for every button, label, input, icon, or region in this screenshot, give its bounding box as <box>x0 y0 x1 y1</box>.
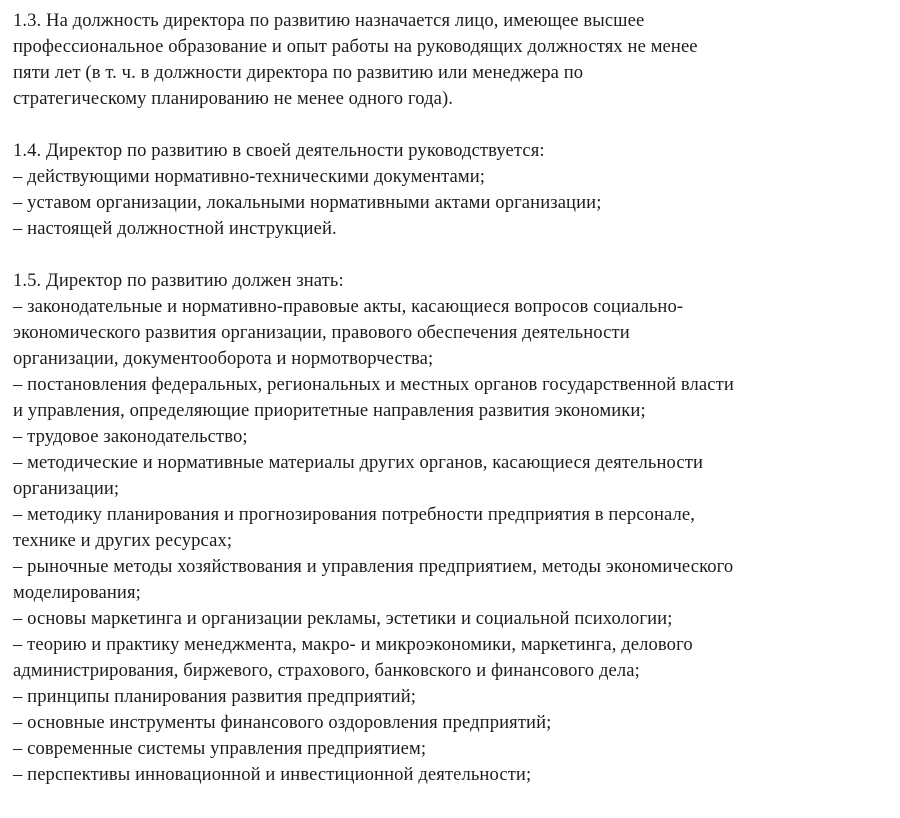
list-item: – основные инструменты финансового оздоровления предприятий; <box>13 712 552 733</box>
list-item-continuation: организации; <box>13 478 120 499</box>
document-page <box>13 8 893 788</box>
list-item: – настоящей должностной инструкцией. <box>13 218 337 239</box>
list-item-continuation: моделирования; <box>13 582 141 603</box>
list-item: – принципы планирования развития предприятий; <box>13 686 417 707</box>
list-item: – рыночные методы хозяйствования и управления предприятием, методы экономического <box>13 556 734 577</box>
list-item-continuation: технике и других ресурсах; <box>13 530 233 551</box>
list-item: – методику планирования и прогнозирования потребности предприятия в персонале, <box>13 504 696 525</box>
text-line: пяти лет (в т. ч. в должности директора по развитию или менеджера по <box>13 62 584 83</box>
section-1-3 <box>13 8 893 112</box>
list-item: – современные системы управления предприятием; <box>13 738 427 759</box>
list-item-continuation: экономического развития организации, правового обеспечения деятельности <box>13 322 630 343</box>
text-line: 1.3. На должность директора по развитию назначается лицо, имеющее высшее <box>13 10 645 31</box>
list-item-continuation: организации, документооборота и нормотворчества; <box>13 348 434 369</box>
section-heading: 1.5. Директор по развитию должен знать: <box>13 270 344 291</box>
section-1-4 <box>13 138 893 242</box>
text-line: профессиональное образование и опыт работы на руководящих должностях не менее <box>13 36 698 57</box>
list-item: – теорию и практику менеджмента, макро- и микроэкономики, маркетинга, делового <box>13 634 693 655</box>
list-item: – постановления федеральных, региональных и местных органов государственной власти <box>13 374 734 395</box>
list-item-continuation: и управления, определяющие приоритетные направления развития экономики; <box>13 400 646 421</box>
list-item: – трудовое законодательство; <box>13 426 248 447</box>
list-item: – действующими нормативно-техническими документами; <box>13 166 486 187</box>
list-item: – методические и нормативные материалы других органов, касающиеся деятельности <box>13 452 704 473</box>
list-item: – законодательные и нормативно-правовые акты, касающиеся вопросов социально- <box>13 296 684 317</box>
text-line: стратегическому планированию не менее одного года). <box>13 88 454 109</box>
list-item: – перспективы инновационной и инвестиционной деятельности; <box>13 764 532 785</box>
list-item: – основы маркетинга и организации рекламы, эстетики и социальной психологии; <box>13 608 673 629</box>
section-1-5 <box>13 268 893 788</box>
list-item-continuation: администрирования, биржевого, страхового, банковского и финансового дела; <box>13 660 640 681</box>
section-heading: 1.4. Директор по развитию в своей деятельности руководствуется: <box>13 140 545 161</box>
list-item: – уставом организации, локальными нормативными актами организации; <box>13 192 602 213</box>
